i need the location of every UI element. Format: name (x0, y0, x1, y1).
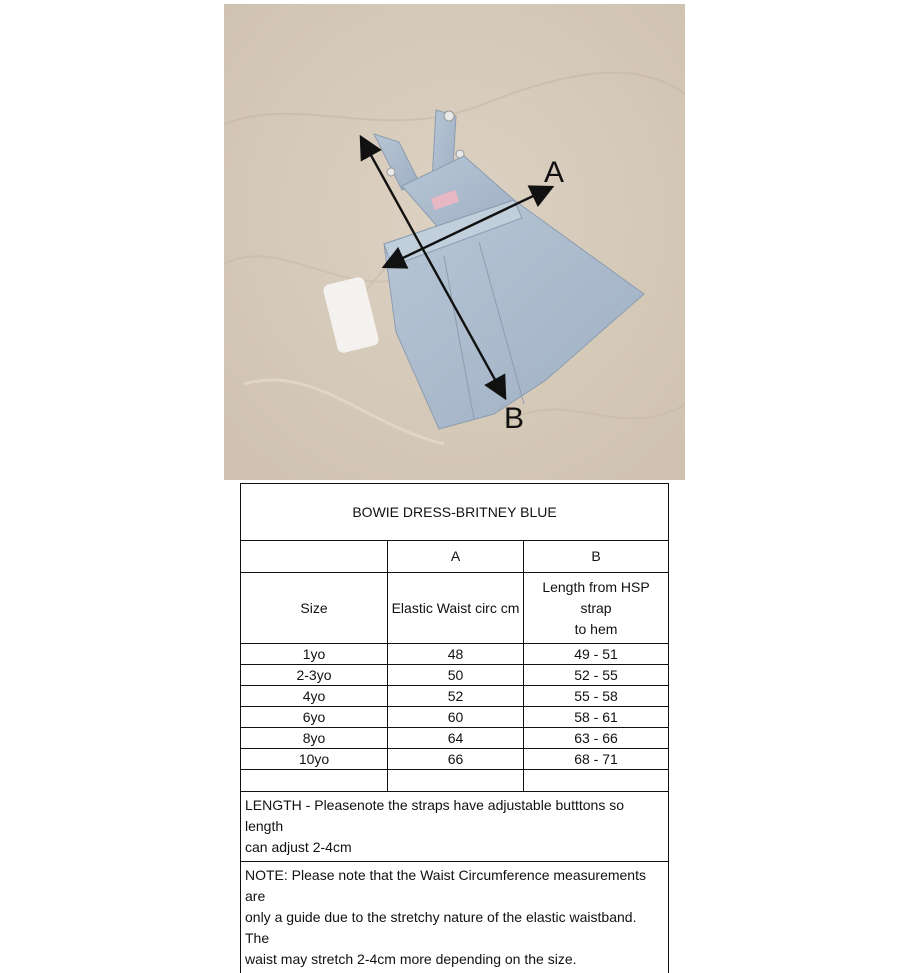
product-photo (224, 4, 685, 480)
table-row (241, 644, 669, 665)
waist-note-line2: only a guide due to the stretchy nature of the elastic waistband. The (245, 907, 664, 949)
size-cell: 2-3yo (241, 665, 388, 686)
waist-cell: 52 (388, 686, 524, 707)
blank-cell (241, 770, 388, 792)
size-header: Size (241, 573, 388, 644)
size-cell: 10yo (241, 749, 388, 770)
table-row (241, 686, 669, 707)
table-title: BOWIE DRESS-BRITNEY BLUE (241, 484, 669, 541)
blank-cell (524, 770, 669, 792)
length-cell: 68 - 71 (524, 749, 669, 770)
table-row (241, 728, 669, 749)
column-b-description-line2: to hem (524, 619, 668, 640)
table-row (241, 707, 669, 728)
length-cell: 63 - 66 (524, 728, 669, 749)
column-b-description (524, 573, 669, 644)
table-row (241, 749, 669, 770)
waist-cell: 50 (388, 665, 524, 686)
waist-cell: 66 (388, 749, 524, 770)
waist-note-line1: NOTE: Please note that the Waist Circumference measurements are (245, 865, 664, 907)
column-b-header: B (524, 541, 669, 573)
size-cell: 6yo (241, 707, 388, 728)
waist-note (241, 862, 669, 973)
length-cell: 55 - 58 (524, 686, 669, 707)
blank-cell (388, 770, 524, 792)
column-b-description-line1: Length from HSP strap (524, 577, 668, 619)
measurement-b-label: B (504, 402, 524, 435)
size-cell: 1yo (241, 644, 388, 665)
waist-cell: 64 (388, 728, 524, 749)
length-cell: 49 - 51 (524, 644, 669, 665)
length-cell: 52 - 55 (524, 665, 669, 686)
dress-on-sand-image (224, 4, 685, 480)
waist-note-line3: waist may stretch 2-4cm more depending on the size. (245, 949, 664, 970)
length-note-line2: can adjust 2-4cm (245, 837, 664, 858)
column-a-description: Elastic Waist circ cm (388, 573, 524, 644)
header-blank-cell (241, 541, 388, 573)
waist-cell: 60 (388, 707, 524, 728)
length-note (241, 792, 669, 862)
blank-row (241, 770, 669, 792)
table-row (241, 665, 669, 686)
size-chart-table (240, 483, 669, 973)
column-a-header: A (388, 541, 524, 573)
size-cell: 8yo (241, 728, 388, 749)
measurement-a-label: A (544, 156, 564, 189)
waist-cell: 48 (388, 644, 524, 665)
size-cell: 4yo (241, 686, 388, 707)
length-note-line1: LENGTH - Pleasenote the straps have adjustable butttons so length (245, 795, 664, 837)
length-cell: 58 - 61 (524, 707, 669, 728)
